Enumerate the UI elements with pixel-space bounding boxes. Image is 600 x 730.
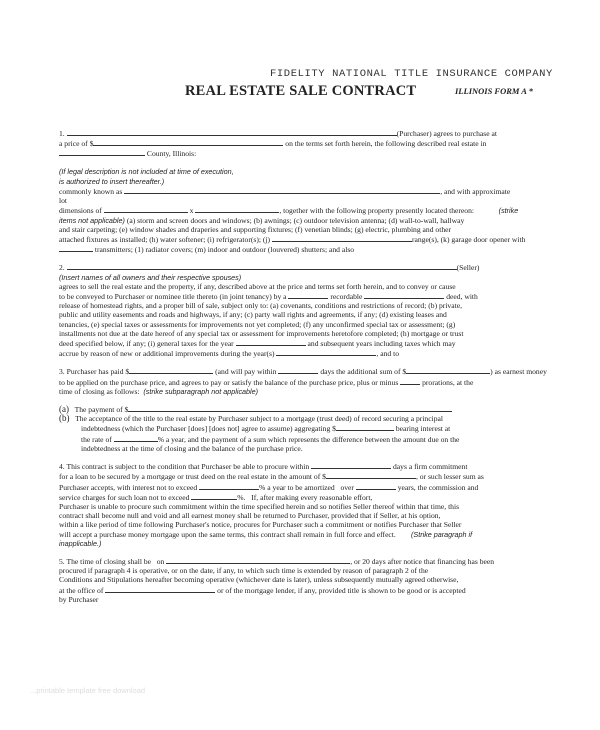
clause-text: prorations, at the: [422, 377, 474, 387]
clause-text: , together with the following property presently located thereon:: [279, 206, 474, 216]
clause-text: tenancies, (e) special taxes or assessments for improvements not yet completed; (f) any unconfirmed special tax or assessment; (g): [59, 319, 456, 329]
clause-text: years, the commission and: [397, 482, 479, 492]
clause-text: to be applied on the purchase price, and agrees to pay or satisfy the balance of the purchase price, plus or minus: [59, 377, 399, 387]
section-number: 1.: [59, 129, 65, 138]
clause-text: , and with approximate: [440, 187, 511, 197]
clause-text: , and to: [376, 349, 399, 359]
clause-text: The payment of $: [74, 405, 129, 415]
clause-text: (and will pay within: [215, 367, 277, 377]
clause-text: , or 20 days after notice that financing has been: [350, 556, 495, 566]
clause-text: on the terms set forth herein, the following described real estate in: [285, 139, 487, 149]
clause-text: installments not due at the date hereof of any special tax or assessment for improvements heretofore completed; (h) mortgage or trust: [59, 328, 464, 338]
blank-line: [128, 404, 452, 412]
subparagraph-label: (a): [59, 404, 69, 415]
blank-line: [356, 482, 396, 490]
blank-line: [276, 348, 376, 356]
blank-line: [195, 205, 279, 213]
clause-text: % a year to be amortized: [259, 482, 335, 492]
clause-text: deed specified below, if any; (i) general taxes for the year: [59, 339, 234, 349]
clause-text: days the additional sum of $: [320, 367, 407, 377]
subparagraph-label: (b): [59, 414, 70, 424]
blank-line: [59, 244, 93, 252]
clause-text: (Purchaser) agrees to purchase at: [396, 129, 497, 138]
clause-text: If, after making every reasonable effort,: [251, 492, 373, 502]
blank-line: [93, 138, 283, 146]
blank-line: [364, 291, 444, 299]
clause-text: (Seller): [456, 263, 480, 273]
clause-text: %.: [237, 492, 246, 502]
clause-text: procured if paragraph 4 is operative, or on the date, if any, to which such time is extended by reason of paragraph 2 of the: [59, 566, 429, 576]
clause-text: deed, with: [446, 292, 478, 302]
clause-text: public and utility easements and roads and highways, if any; (c) party wall rights and agreements, if any; (d) existing leases and: [59, 310, 447, 320]
clause-text: 4. This contract is subject to the condition that Purchaser be able to procure within: [59, 462, 310, 472]
clause-text: bearing interest at: [395, 424, 451, 434]
clause-text: at the office of: [59, 585, 104, 595]
italic-note: (Strike paragraph if: [411, 529, 473, 539]
blank-line: [278, 366, 318, 374]
clause-text: lot: [59, 196, 68, 206]
blank-line: [288, 291, 328, 299]
section-5: [59, 556, 549, 604]
clause-text: Purchaser is unable to procure such commitment within the time specified herein and so notifies Seller thereof within that time, this: [59, 501, 460, 511]
clause-text: recordable: [330, 292, 363, 302]
clause-text: over: [340, 482, 354, 492]
blank-line: [105, 585, 215, 593]
blank-line: [124, 186, 440, 194]
section-4: [59, 461, 549, 548]
blank-line: [114, 434, 158, 442]
clause-text: dimensions of: [59, 206, 102, 216]
contract-title: REAL ESTATE SALE CONTRACT: [185, 83, 417, 99]
form-label: ILLINOIS FORM A *: [455, 86, 533, 96]
clause-text: to be conveyed to Purchaser or nominee title thereto (in joint tenancy) by a: [59, 292, 287, 302]
clause-text: % a year, and the payment of a sum which represents the difference between the amount due on the: [157, 434, 460, 444]
blank-line: [104, 205, 188, 213]
italic-note: items not applicable): [59, 215, 125, 225]
clause-text: days a firm commitment: [393, 462, 468, 472]
clause-text: 3. Purchaser has paid $: [59, 367, 130, 377]
clause-text: indebtedness at the time of closing and the balance of the purchase price.: [81, 443, 303, 453]
blank-line: [311, 461, 391, 469]
clause-text: and stair carpeting; (e) window shades and draperies and supporting fixtures; (f) venetian blinds; (g) electric, plumbing and other: [59, 224, 452, 234]
blank-line: [326, 471, 416, 479]
clause-text: transmitters; (1) radiator covers; (m) indoor and outdoor (louvered) shutters; and also: [94, 245, 355, 255]
clause-text: for a loan to be secured by a mortgage or trust deed on the real estate in the amount of $: [59, 472, 326, 482]
clause-text: within a like period of time following Purchaser's notice, procures for Purchaser such a commitment or notifies Purchaser that Seller: [59, 520, 462, 530]
clause-text: on: [156, 556, 165, 566]
clause-text: will accept a purchase money mortgage upon the same terms, this contract shall remain in full force and effect.: [59, 529, 396, 539]
clause-text: attached fixtures as installed; (h) water softener; (i) refrigerator(s); (j): [59, 235, 271, 245]
clause-text: x: [189, 206, 194, 216]
section-3: [59, 366, 549, 453]
blank-line: [59, 148, 145, 156]
blank-line: [67, 128, 397, 136]
blank-line: [406, 366, 490, 374]
clause-text: range(s), (k) garage door opener with: [411, 235, 526, 245]
clause-text: contract shall become null and void and all earnest money shall be returned to Purchaser, provided that if Seller, at his option,: [59, 511, 441, 521]
section-number: 2.: [59, 263, 65, 273]
clause-text: service charges for such loan not to exceed: [59, 492, 190, 502]
clause-text: accrue by reason of new or additional improvements during the year(s): [59, 349, 275, 359]
italic-note: (Insert names of all owners and their respective spouses): [59, 272, 242, 282]
contract-body: [59, 128, 549, 604]
clause-text: or of the mortgage lender, if any, provided title is shown to be good or is accepted: [217, 585, 466, 595]
blank-line: [67, 262, 457, 270]
blank-line: [191, 492, 237, 500]
clause-text: , or such lesser sum as: [415, 472, 484, 482]
section-2: [59, 262, 549, 358]
clause-text: a price of $: [59, 139, 94, 149]
clause-text: ) as earnest money: [490, 367, 547, 377]
clause-text: the rate of: [81, 434, 112, 444]
clause-text: indebtedness (which the Purchaser [does] [does not] agree to assume) aggregating $: [81, 424, 336, 434]
clause-text: and subsequent years including taxes which may: [307, 339, 456, 349]
clause-text: Conditions and Stipulations hereafter becoming operative (whichever date is later), unless subsequently mutually agreed otherwise,: [59, 575, 459, 585]
italic-note: inapplicable.): [59, 538, 102, 548]
clause-text: agrees to sell the real estate and the property, if any, described above at the price and terms set forth herein, and to convey or cause: [59, 281, 456, 291]
italic-note: (If legal description is not included at time of execution,: [59, 166, 234, 176]
watermark-text: ...printable template free download: [30, 686, 146, 695]
blank-line: [166, 556, 350, 564]
blank-line: [199, 482, 259, 490]
clause-text: Purchaser accepts, with interest not to exceed: [59, 482, 198, 492]
clause-text: commonly known as: [59, 187, 123, 197]
italic-note: (strike subparagraph not applicable): [143, 386, 259, 396]
clause-text: (a) storm and screen doors and windows; (b) awnings; (c) outdoor television antenna; (d) wall-to-wall, hallway: [126, 215, 465, 225]
clause-text: by Purchaser: [59, 594, 99, 604]
blank-line: [236, 338, 306, 346]
blank-line: [336, 423, 394, 431]
company-name: FIDELITY NATIONAL TITLE INSURANCE COMPANY: [270, 68, 553, 80]
blank-line: [129, 366, 213, 374]
italic-note: (strike: [498, 206, 519, 216]
blank-line: [272, 234, 412, 242]
italic-note: is authorized to insert thereafter.): [59, 176, 165, 186]
clause-text: The acceptance of the title to the real estate by Purchaser subject to a mortgage (trust deed) of record securing a principal: [75, 414, 443, 424]
clause-text: release of homestead rights, and a proper bill of sale, subject only to: (a) covenants, conditions and restrictions of record; (b) private,: [59, 301, 462, 311]
clause-text: 5. The time of closing shall be: [59, 556, 152, 566]
blank-line: [400, 377, 420, 385]
clause-text: time of closing as follows:: [59, 386, 140, 396]
clause-text: County, Illinois:: [146, 149, 197, 159]
section-1: [59, 128, 549, 254]
